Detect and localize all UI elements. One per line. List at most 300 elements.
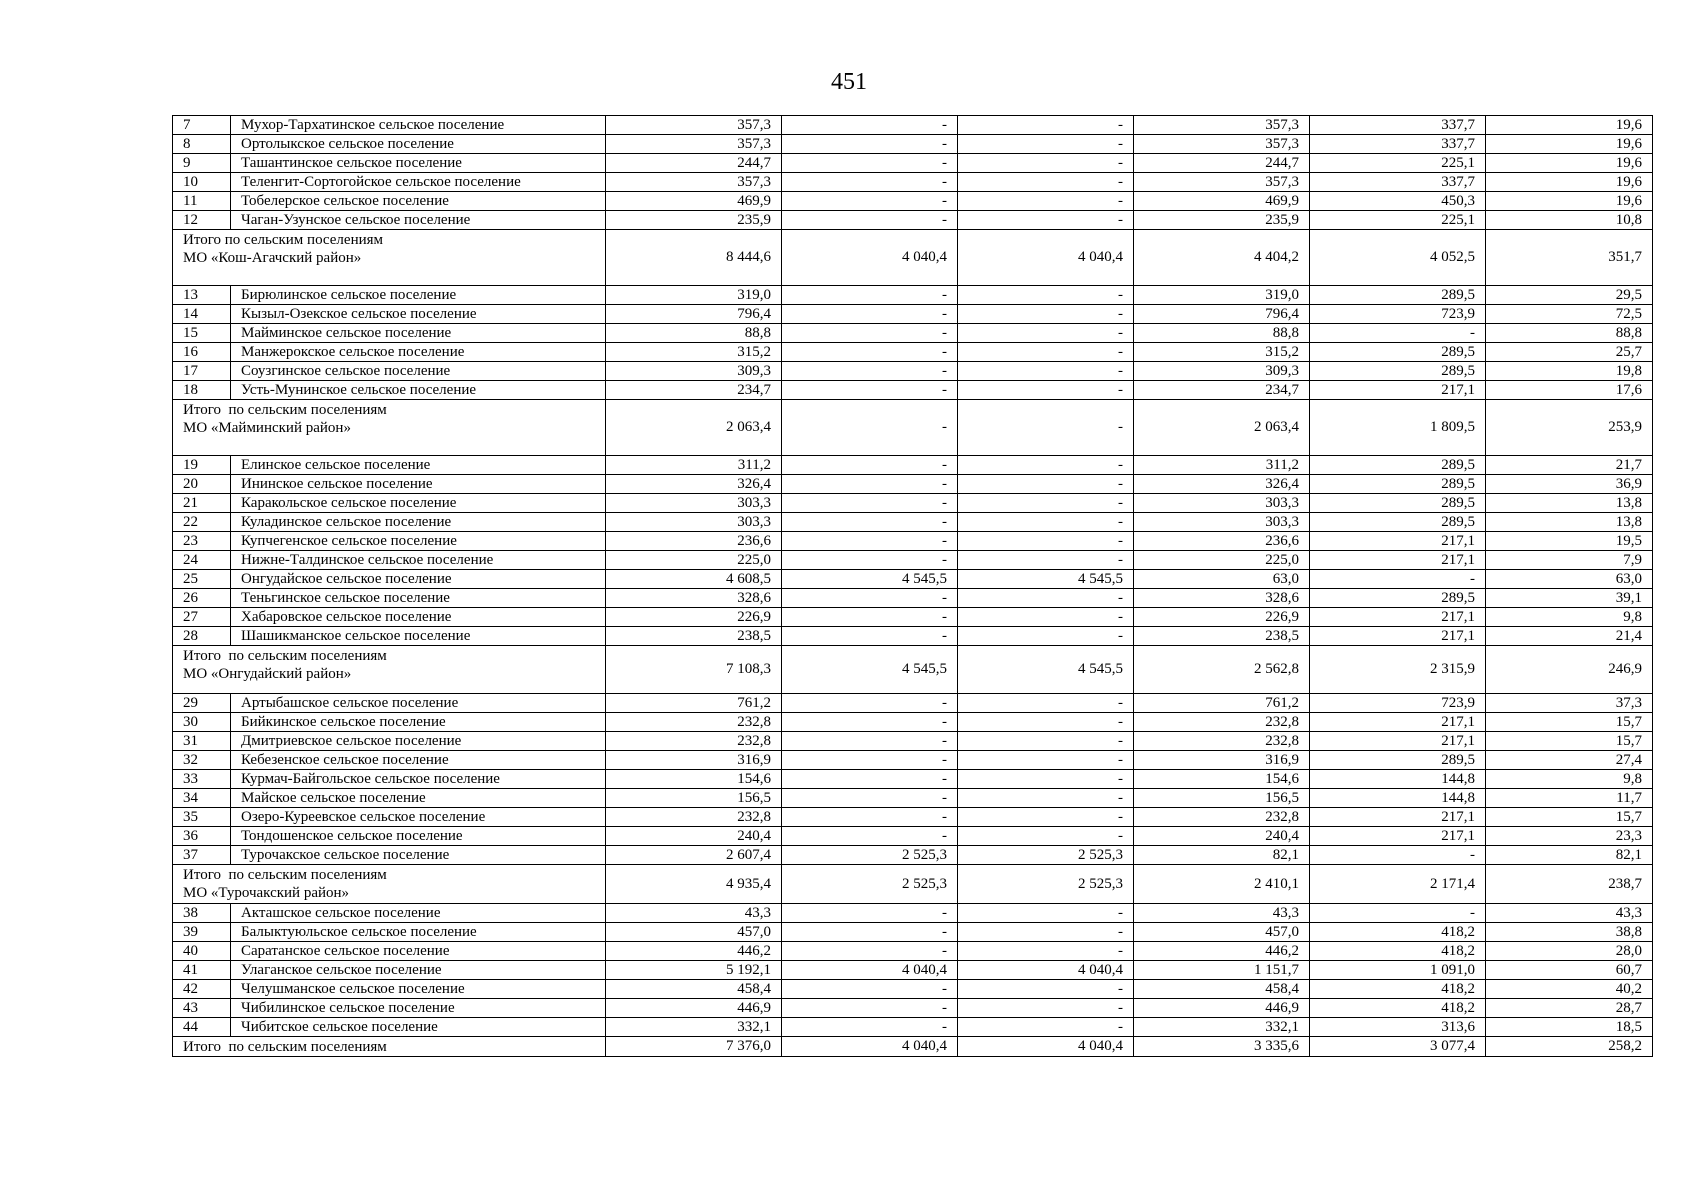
row-number: 7 [173,116,231,135]
value-c3: - [958,770,1134,789]
table-row [173,980,1653,999]
value-c2: - [782,999,958,1018]
value-c3: - [958,551,1134,570]
settlement-name: Озеро-Куреевское сельское поселение [231,808,606,827]
table-row [173,305,1653,324]
value-c2: - [782,343,958,362]
value-c5: 289,5 [1310,286,1486,305]
settlement-name: Теленгит-Сортогойское сельское поселение [231,173,606,192]
row-number: 19 [173,456,231,475]
subtotal-row [173,646,1653,694]
row-number: 40 [173,942,231,961]
value-c1: 469,9 [606,192,782,211]
value-c6: 29,5 [1486,286,1653,305]
value-c1: 8 444,6 [606,230,782,286]
row-number: 31 [173,732,231,751]
value-c2: - [782,381,958,400]
table-row [173,789,1653,808]
value-c2: - [782,324,958,343]
value-c5: 723,9 [1310,305,1486,324]
value-c2: 2 525,3 [782,865,958,904]
settlement-name: Елинское сельское поселение [231,456,606,475]
value-c1: 238,5 [606,627,782,646]
value-c3: - [958,808,1134,827]
value-c2: - [782,694,958,713]
row-number: 22 [173,513,231,532]
value-c5: 144,8 [1310,789,1486,808]
value-c6: 37,3 [1486,694,1653,713]
value-c5: 2 315,9 [1310,646,1486,694]
table-row [173,827,1653,846]
value-c4: 232,8 [1134,732,1310,751]
value-c3: - [958,324,1134,343]
value-c3: 4 545,5 [958,646,1134,694]
value-c2: 4 040,4 [782,230,958,286]
row-number: 9 [173,154,231,173]
table-row [173,999,1653,1018]
table-row [173,961,1653,980]
value-c6: 82,1 [1486,846,1653,865]
settlement-name: Соузгинское сельское поселение [231,362,606,381]
table-row [173,456,1653,475]
value-c6: 27,4 [1486,751,1653,770]
value-c4: 332,1 [1134,1018,1310,1037]
settlement-name: Ининское сельское поселение [231,475,606,494]
value-c2: - [782,116,958,135]
row-number: 24 [173,551,231,570]
settlement-name: Бийкинское сельское поселение [231,713,606,732]
value-c6: 23,3 [1486,827,1653,846]
value-c4: 4 404,2 [1134,230,1310,286]
settlement-name: Тондошенское сельское поселение [231,827,606,846]
value-c5: 225,1 [1310,154,1486,173]
value-c1: 446,2 [606,942,782,961]
value-c2: - [782,211,958,230]
table-row [173,362,1653,381]
value-c3: - [958,475,1134,494]
value-c4: 2 063,4 [1134,400,1310,456]
table-row [173,904,1653,923]
settlement-name: Чибилинское сельское поселение [231,999,606,1018]
value-c5: 289,5 [1310,475,1486,494]
value-c5: 289,5 [1310,362,1486,381]
subtotal-row [173,865,1653,904]
settlement-name: Усть-Мунинское сельское поселение [231,381,606,400]
settlement-name: Челушманское сельское поселение [231,980,606,999]
value-c4: 446,2 [1134,942,1310,961]
table-row [173,475,1653,494]
value-c2: - [782,362,958,381]
value-c6: 13,8 [1486,513,1653,532]
value-c5: 4 052,5 [1310,230,1486,286]
value-c5: 289,5 [1310,589,1486,608]
value-c4: 469,9 [1134,192,1310,211]
value-c3: - [958,751,1134,770]
table-row [173,211,1653,230]
value-c5: 1 809,5 [1310,400,1486,456]
value-c2: - [782,286,958,305]
settlement-name: Балыктуюльское сельское поселение [231,923,606,942]
value-c6: 9,8 [1486,770,1653,789]
subtotal-label-line2: МО «Турочакский район» [183,885,350,901]
settlement-name: Нижне-Талдинское сельское поселение [231,551,606,570]
value-c1: 236,6 [606,532,782,551]
subtotal-label-line2: МО «Кош-Агачский район» [183,250,362,266]
value-c2: - [782,532,958,551]
value-c3: - [958,456,1134,475]
value-c5: 450,3 [1310,192,1486,211]
subtotal-label-line1: Итого по сельским поселениям [183,402,387,418]
value-c5: - [1310,324,1486,343]
settlement-name: Мухор-Тархатинское сельское поселение [231,116,606,135]
row-number: 26 [173,589,231,608]
row-number: 15 [173,324,231,343]
value-c6: 351,7 [1486,230,1653,286]
value-c4: 326,4 [1134,475,1310,494]
row-number: 30 [173,713,231,732]
table-row [173,694,1653,713]
value-c6: 258,2 [1486,1037,1653,1057]
table-row [173,732,1653,751]
settlement-name: Купчегенское сельское поселение [231,532,606,551]
row-number: 34 [173,789,231,808]
row-number: 27 [173,608,231,627]
value-c5: 2 171,4 [1310,865,1486,904]
value-c3: - [958,494,1134,513]
value-c6: 19,6 [1486,116,1653,135]
value-c3: - [958,904,1134,923]
table-row [173,494,1653,513]
value-c6: 72,5 [1486,305,1653,324]
table-row [173,532,1653,551]
row-number: 18 [173,381,231,400]
settlement-name: Дмитриевское сельское поселение [231,732,606,751]
value-c3: - [958,942,1134,961]
row-number: 43 [173,999,231,1018]
value-c3: - [958,627,1134,646]
value-c4: 82,1 [1134,846,1310,865]
value-c3: - [958,713,1134,732]
value-c3: - [958,305,1134,324]
subtotal-row [173,1037,1653,1057]
settlement-name: Саратанское сельское поселение [231,942,606,961]
settlement-name: Кебезенское сельское поселение [231,751,606,770]
value-c2: - [782,732,958,751]
value-c1: 303,3 [606,494,782,513]
value-c5: 723,9 [1310,694,1486,713]
value-c1: 332,1 [606,1018,782,1037]
table-row [173,570,1653,589]
value-c2: 4 545,5 [782,570,958,589]
settlement-name: Майское сельское поселение [231,789,606,808]
value-c2: - [782,808,958,827]
value-c1: 244,7 [606,154,782,173]
settlement-name: Хабаровское сельское поселение [231,608,606,627]
value-c6: 11,7 [1486,789,1653,808]
value-c1: 2 063,4 [606,400,782,456]
value-c1: 156,5 [606,789,782,808]
value-c3: - [958,589,1134,608]
subtotal-label [173,646,606,694]
value-c1: 457,0 [606,923,782,942]
value-c1: 458,4 [606,980,782,999]
value-c4: 357,3 [1134,116,1310,135]
value-c5: 289,5 [1310,751,1486,770]
value-c3: - [958,532,1134,551]
value-c1: 357,3 [606,116,782,135]
value-c4: 2 410,1 [1134,865,1310,904]
subtotal-label-line1: Итого по сельским поселениям [183,232,384,248]
settlement-name: Каракольское сельское поселение [231,494,606,513]
value-c2: - [782,923,958,942]
value-c6: 21,4 [1486,627,1653,646]
value-c2: - [782,494,958,513]
row-number: 23 [173,532,231,551]
row-number: 20 [173,475,231,494]
value-c1: 234,7 [606,381,782,400]
value-c6: 28,0 [1486,942,1653,961]
value-c5: 289,5 [1310,456,1486,475]
settlement-name: Турочакское сельское поселение [231,846,606,865]
value-c3: - [958,116,1134,135]
value-c1: 446,9 [606,999,782,1018]
value-c3: - [958,286,1134,305]
value-c1: 357,3 [606,135,782,154]
value-c4: 43,3 [1134,904,1310,923]
value-c2: - [782,751,958,770]
value-c3: - [958,608,1134,627]
value-c1: 357,3 [606,173,782,192]
value-c1: 4 608,5 [606,570,782,589]
value-c6: 17,6 [1486,381,1653,400]
value-c4: 796,4 [1134,305,1310,324]
subtotal-label-line1: Итого по сельским поселениям [183,867,387,883]
value-c6: 246,9 [1486,646,1653,694]
value-c6: 19,5 [1486,532,1653,551]
value-c4: 154,6 [1134,770,1310,789]
value-c1: 303,3 [606,513,782,532]
value-c2: - [782,173,958,192]
value-c3: - [958,362,1134,381]
table-row [173,923,1653,942]
value-c5: 217,1 [1310,627,1486,646]
table-row [173,513,1653,532]
value-c4: 328,6 [1134,589,1310,608]
row-number: 17 [173,362,231,381]
row-number: 12 [173,211,231,230]
value-c4: 63,0 [1134,570,1310,589]
value-c1: 2 607,4 [606,846,782,865]
table-row [173,713,1653,732]
value-c2: - [782,456,958,475]
value-c3: 4 040,4 [958,961,1134,980]
value-c6: 10,8 [1486,211,1653,230]
value-c4: 315,2 [1134,343,1310,362]
value-c2: - [782,942,958,961]
value-c3: 4 040,4 [958,230,1134,286]
value-c1: 226,9 [606,608,782,627]
value-c4: 232,8 [1134,808,1310,827]
value-c2: - [782,305,958,324]
settlement-name: Чибитское сельское поселение [231,1018,606,1037]
settlement-name: Чаган-Узунское сельское поселение [231,211,606,230]
value-c4: 244,7 [1134,154,1310,173]
value-c4: 316,9 [1134,751,1310,770]
value-c4: 232,8 [1134,713,1310,732]
row-number: 8 [173,135,231,154]
value-c6: 19,8 [1486,362,1653,381]
value-c2: - [782,627,958,646]
value-c6: 7,9 [1486,551,1653,570]
value-c2: - [782,589,958,608]
value-c6: 19,6 [1486,135,1653,154]
value-c5: 289,5 [1310,343,1486,362]
row-number: 42 [173,980,231,999]
value-c2: - [782,1018,958,1037]
value-c4: 457,0 [1134,923,1310,942]
value-c1: 225,0 [606,551,782,570]
value-c6: 39,1 [1486,589,1653,608]
settlement-name: Куладинское сельское поселение [231,513,606,532]
value-c5: 217,1 [1310,808,1486,827]
row-number: 44 [173,1018,231,1037]
value-c6: 19,6 [1486,192,1653,211]
subtotal-row [173,230,1653,286]
table-row [173,173,1653,192]
value-c1: 43,3 [606,904,782,923]
table-row [173,942,1653,961]
value-c1: 232,8 [606,808,782,827]
value-c1: 235,9 [606,211,782,230]
settlement-name: Бирюлинское сельское поселение [231,286,606,305]
table-row [173,135,1653,154]
row-number: 38 [173,904,231,923]
value-c4: 88,8 [1134,324,1310,343]
value-c5: 1 091,0 [1310,961,1486,980]
value-c4: 236,6 [1134,532,1310,551]
row-number: 33 [173,770,231,789]
value-c2: 4 040,4 [782,961,958,980]
subtotal-row [173,400,1653,456]
value-c1: 232,8 [606,732,782,751]
subtotal-label [173,1037,606,1057]
table-row [173,770,1653,789]
value-c6: 60,7 [1486,961,1653,980]
value-c4: 235,9 [1134,211,1310,230]
value-c6: 18,5 [1486,1018,1653,1037]
table-row [173,589,1653,608]
value-c2: - [782,400,958,456]
row-number: 37 [173,846,231,865]
value-c3: - [958,343,1134,362]
settlement-name: Ортолыкское сельское поселение [231,135,606,154]
value-c4: 238,5 [1134,627,1310,646]
row-number: 32 [173,751,231,770]
value-c5: 337,7 [1310,173,1486,192]
value-c5: 337,7 [1310,135,1486,154]
settlement-name: Курмач-Байгольское сельское поселение [231,770,606,789]
value-c5: - [1310,846,1486,865]
value-c1: 240,4 [606,827,782,846]
row-number: 25 [173,570,231,589]
value-c4: 303,3 [1134,513,1310,532]
value-c3: - [958,923,1134,942]
settlement-name: Улаганское сельское поселение [231,961,606,980]
value-c1: 7 108,3 [606,646,782,694]
value-c2: 4 545,5 [782,646,958,694]
value-c1: 761,2 [606,694,782,713]
value-c5: 418,2 [1310,923,1486,942]
value-c3: 4 040,4 [958,1037,1134,1057]
value-c3: - [958,135,1134,154]
value-c2: - [782,135,958,154]
value-c1: 4 935,4 [606,865,782,904]
table-row [173,627,1653,646]
table-row [173,154,1653,173]
value-c6: 36,9 [1486,475,1653,494]
table-row [173,846,1653,865]
value-c5: - [1310,570,1486,589]
value-c5: 418,2 [1310,980,1486,999]
value-c3: - [958,154,1134,173]
value-c4: 357,3 [1134,135,1310,154]
value-c4: 311,2 [1134,456,1310,475]
value-c2: - [782,827,958,846]
value-c5: 217,1 [1310,532,1486,551]
row-number: 11 [173,192,231,211]
row-number: 39 [173,923,231,942]
value-c2: - [782,154,958,173]
value-c6: 88,8 [1486,324,1653,343]
value-c2: - [782,475,958,494]
value-c3: - [958,192,1134,211]
value-c6: 13,8 [1486,494,1653,513]
value-c6: 15,7 [1486,732,1653,751]
settlement-name: Манжерокское сельское поселение [231,343,606,362]
value-c3: - [958,400,1134,456]
settlement-name: Акташское сельское поселение [231,904,606,923]
row-number: 41 [173,961,231,980]
value-c3: - [958,980,1134,999]
value-c5: - [1310,904,1486,923]
subtotal-label-line2: МО «Майминский район» [183,420,351,436]
value-c4: 225,0 [1134,551,1310,570]
settlement-name: Онгудайское сельское поселение [231,570,606,589]
settlement-name: Майминское сельское поселение [231,324,606,343]
table-row [173,808,1653,827]
value-c6: 63,0 [1486,570,1653,589]
settlement-name: Теньгинское сельское поселение [231,589,606,608]
subtotal-label-line1: Итого по сельским поселениям [183,648,387,664]
row-number: 21 [173,494,231,513]
table-row [173,286,1653,305]
table-row [173,381,1653,400]
table-row [173,551,1653,570]
value-c5: 418,2 [1310,942,1486,961]
value-c4: 1 151,7 [1134,961,1310,980]
value-c3: - [958,211,1134,230]
table-row [173,1018,1653,1037]
row-number: 36 [173,827,231,846]
row-number: 29 [173,694,231,713]
value-c3: - [958,999,1134,1018]
value-c6: 19,6 [1486,154,1653,173]
subtotal-label-line1: Итого по сельским поселениям [183,1039,387,1055]
row-number: 10 [173,173,231,192]
settlement-name: Артыбашское сельское поселение [231,694,606,713]
value-c3: - [958,694,1134,713]
value-c3: - [958,827,1134,846]
